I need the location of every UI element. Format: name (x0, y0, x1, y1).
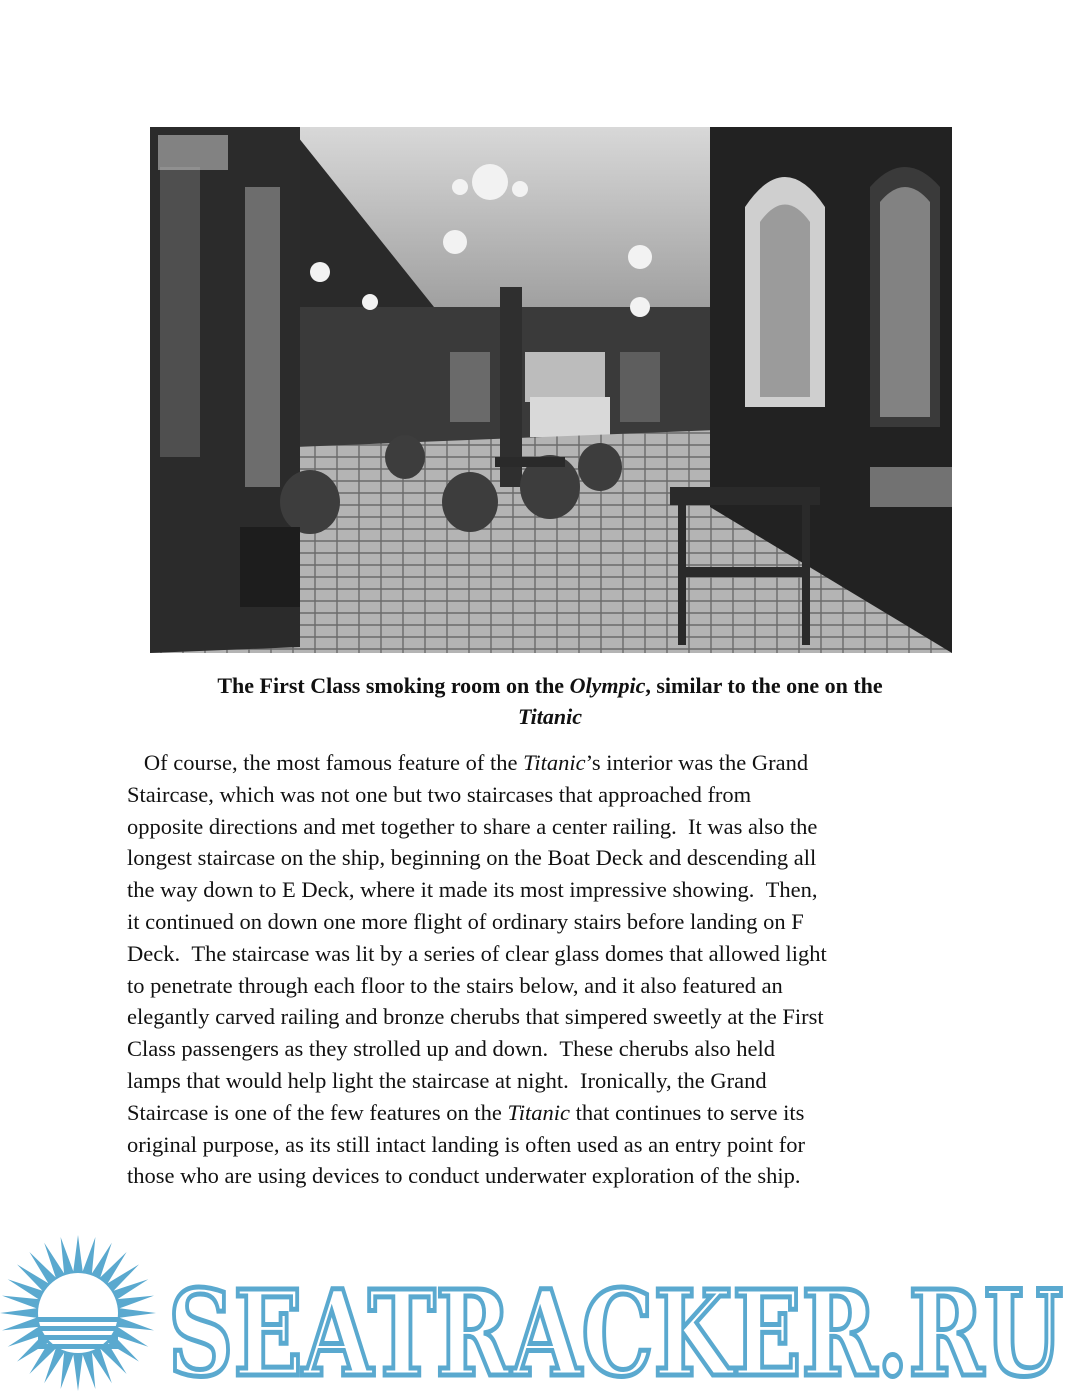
photo-illustration (150, 127, 952, 653)
body-text-segment: Class passengers as they strolled up and down. These cherubs also held (127, 1036, 775, 1062)
body-text-segment: the way down to E Deck, where it made its most impressive showing. Then, (127, 877, 818, 903)
caption-text-2: , similar to the one on the (645, 673, 883, 698)
body-text-segment: that continues to serve its (570, 1099, 805, 1125)
body-text-segment: original purpose, as its still intact landing is often used as an entry point for (127, 1131, 805, 1157)
body-line (127, 747, 967, 779)
body-line (127, 938, 967, 970)
body-text-segment: ’s interior was the Grand (585, 750, 809, 775)
body-line (127, 779, 967, 811)
body-paragraph (127, 747, 967, 1192)
photo-caption (140, 670, 960, 732)
body-line (127, 970, 967, 1002)
body-text-segment: those who are using devices to conduct underwater exploration of the ship. (127, 1163, 801, 1189)
body-line (127, 1001, 967, 1033)
caption-ship-olympic: Olympic (569, 673, 646, 698)
body-text-segment: elegantly carved railing and bronze cherubs that simpered sweetly at the First (127, 1004, 824, 1030)
body-line (127, 906, 967, 938)
body-text-segment: Of course, the most famous feature of the (127, 750, 524, 775)
body-line (127, 1129, 967, 1161)
body-text-segment: Deck. The staircase was lit by a series of clear glass domes that allowed light (127, 940, 827, 966)
body-text-segment: longest staircase on the ship, beginning on the Boat Deck and descending all (127, 845, 817, 871)
caption-ship-titanic: Titanic (518, 704, 582, 729)
body-line (127, 811, 967, 843)
body-line (127, 842, 967, 874)
caption-text-1: The First Class smoking room on the (217, 673, 570, 698)
body-text-segment: lamps that would help light the staircase at night. Ironically, the Grand (127, 1067, 767, 1093)
smoking-room-photo (150, 127, 952, 653)
body-text-segment: it continued on down one more flight of ordinary stairs before landing on F (127, 908, 804, 934)
body-text-segment: Staircase, which was not one but two staircases that approached from (127, 781, 752, 807)
body-line (127, 874, 967, 906)
body-text-segment: Staircase is one of the few features on the (127, 1099, 508, 1125)
body-line (127, 1097, 967, 1129)
body-line (127, 1160, 967, 1192)
body-text-segment: to penetrate through each floor to the stairs below, and it also featured an (127, 972, 783, 998)
ship-name-italic: Titanic (507, 1099, 570, 1125)
sun-burst-icon (0, 1235, 156, 1391)
body-text-segment: opposite directions and met together to share a center railing. It was also the (127, 813, 818, 839)
body-line (127, 1033, 967, 1065)
ship-name-italic: Titanic (523, 750, 586, 775)
watermark-text: SEATRACKER.RU (168, 1264, 1063, 1397)
body-line (127, 1065, 967, 1097)
seatracker-watermark (0, 1225, 1080, 1397)
